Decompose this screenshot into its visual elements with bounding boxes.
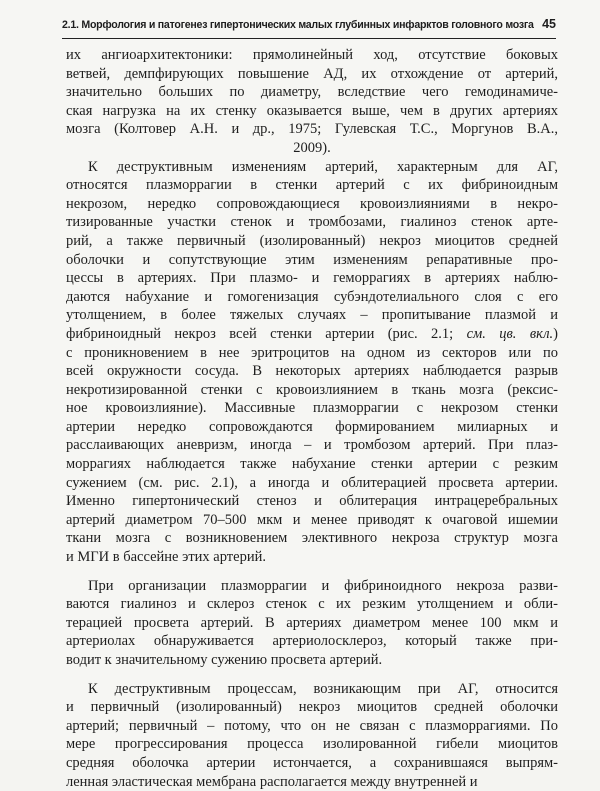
text-line: моррагиях наблюдается также набухание стенки артерии с резким [66, 456, 558, 473]
figure-reference-note: см. цв. вкл. [466, 325, 554, 342]
text-line: некрозом, нередко сопровождающиеся кровоизлияниями в некро- [66, 195, 558, 212]
body-text [66, 46, 558, 791]
text-line: с проникновением в нее эритроцитов на одном из секторов или по [66, 344, 558, 361]
text-line: ваются гиалиноз и склероз стенок с их резким утолщением и обли- [66, 596, 558, 613]
text-line: рий, а также первичный (изолированный) некроз миоцитов средней [66, 232, 558, 249]
text-line: фибриноидный некроз всей стенки артерии (рис. 2.1; см. цв. вкл.) [66, 325, 558, 342]
paragraph [66, 46, 558, 158]
text-line: 2009). [293, 139, 331, 156]
text-line: мере прогрессирования процесса изолированной гибели миоцитов [66, 736, 558, 753]
text-line: При организации плазморрагии и фибриноидного некроза разви- [88, 577, 558, 594]
text-line: и первичный (изолированный) некроз миоцитов средней оболочки [66, 699, 558, 716]
text-line: артерий диаметром 70–500 мкм и менее приводят к очаговой ишемии [66, 511, 558, 528]
running-header [62, 16, 556, 39]
page-number: 45 [542, 17, 556, 31]
text-line: терацией просвета артерий. В артериях диаметром менее 100 мкм и [66, 614, 558, 631]
text-line: их ангиоархитектоники: прямолинейный ход, отсутствие боковых [66, 47, 558, 63]
text-line: Именно гипертонический стеноз и облитерация интрацеребральных [66, 493, 558, 510]
text-line: средняя оболочка артерии истончается, а сохранившаяся выпрям- [66, 754, 558, 771]
text-line: мозга (Колтовер А.Н. и др., 1975; Гулевская Т.С., Моргунов В.А., [66, 121, 558, 138]
text-line: ветвей, демпфирующих повышение АД, их отхождение от артерий, [66, 65, 558, 82]
text-line: всей окружности сосуда. В некоторых артериях наблюдается разрыв [66, 363, 558, 380]
text-line: некротизированной стенки с кровоизлиянием в ткань мозга (рексис- [66, 381, 558, 398]
text-line: цессы в артериях. При плазмо- и геморрагиях в артериях наблю- [66, 270, 558, 287]
paragraph [66, 158, 558, 567]
text-line: артерий; первичный – потому, что он не связан с плазморрагиями. По [66, 717, 558, 734]
paragraph-gap [66, 567, 558, 577]
text-line: ное кровоизлияние). Массивные плазморрагии с некрозом стенки [66, 400, 558, 417]
paragraph [66, 577, 558, 670]
text-line: ткани мозга с возникновением элективного некроза структур мозга [66, 530, 558, 547]
paragraph [66, 680, 558, 791]
text-line: относятся плазморрагии в стенки артерий с их фибриноидным [66, 177, 558, 194]
text-line: артериолах обнаруживается артериолосклероз, который также при- [66, 633, 558, 650]
chapter-section-title: 2.1. Морфология и патогенез гипертонических малых глубинных инфарктов головного мозга [62, 19, 534, 31]
text-line: сужением (см. рис. 2.1), а иногда и облитерацией просвета артерии. [66, 474, 558, 491]
text-line: утолщением, в более тяжелых случаях – пропитывание плазмой и [66, 307, 558, 324]
text-line: водит к значительному сужению просвета артерий. [66, 652, 383, 668]
text-line: оболочки и сопутствующие этим изменениям репаративные про- [66, 251, 558, 268]
text-line: артерии нередко сопровождаются формированием милиарных и [66, 418, 558, 435]
paragraph-gap [66, 670, 558, 680]
text-line: значительно больших по диаметру, вследствие чего гемодинамиче- [66, 84, 558, 101]
text-line: расслаивающих аневризм, иногда – и тромбозом артерий. При плаз- [66, 437, 558, 454]
text-line: ленная эластическая мембрана располагается между внутренней и [66, 773, 478, 790]
text-line: даются набухание и гомогенизация субэндотелиального слоя с его [66, 288, 558, 305]
text-line: К деструктивным изменениям артерий, характерным для АГ, [88, 158, 558, 175]
text-line: тизированные участки стенок и тромбозами, гиалиноз стенок арте- [66, 214, 558, 231]
text-line: ская нагрузка на их стенку оказывается выше, чем в других артериях [66, 102, 558, 119]
text-line: и МГИ в бассейне этих артерий. [66, 549, 266, 566]
text-line: К деструктивным процессам, возникающим при АГ, относится [88, 680, 558, 697]
